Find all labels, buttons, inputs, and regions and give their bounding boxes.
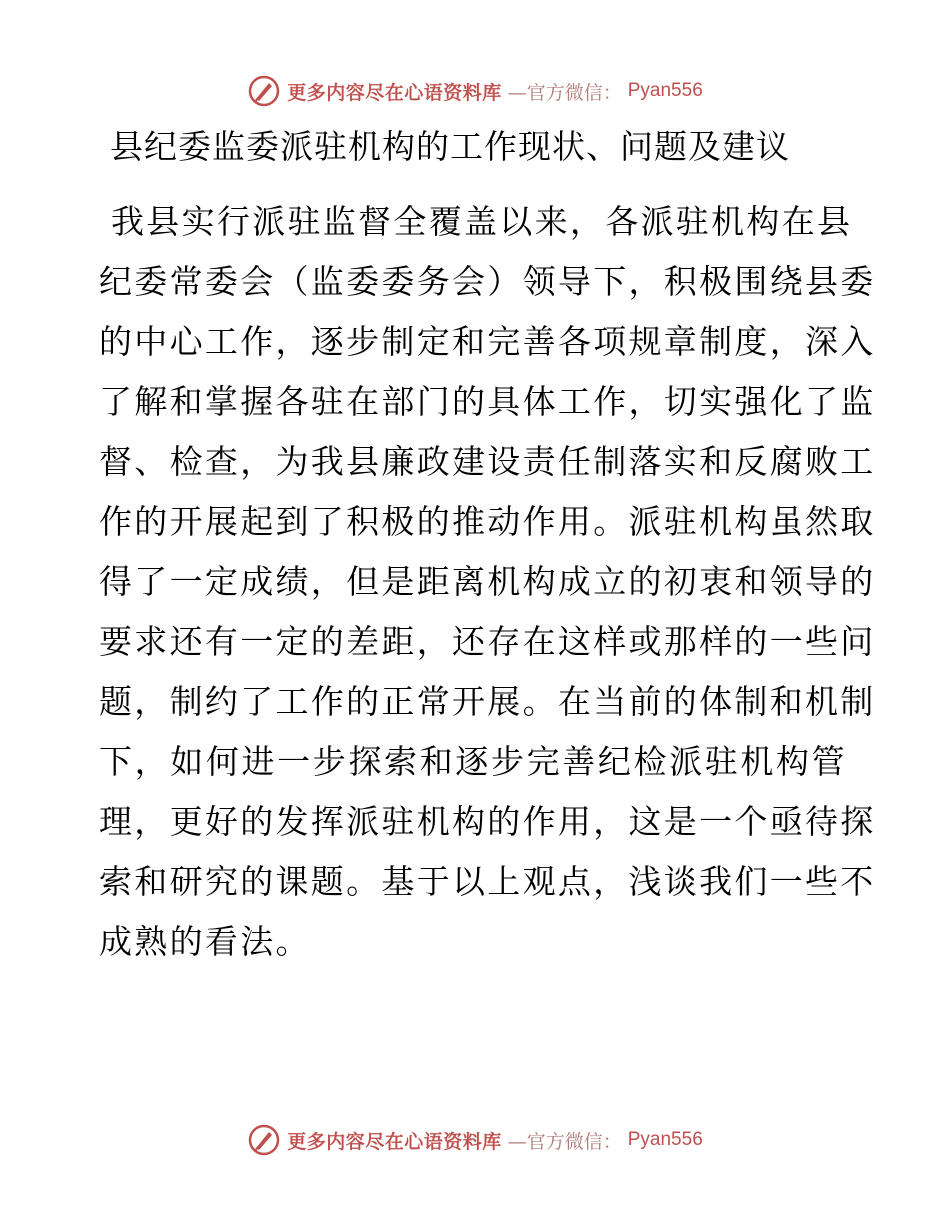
paragraph-line: 索和研究的课题。基于以上观点，浅谈我们一些不 bbox=[99, 862, 876, 901]
watermark-id-text: Pyan556 bbox=[627, 80, 703, 101]
paragraph-line: 的中心工作，逐步制定和完善各项规章制度，深入 bbox=[99, 322, 876, 361]
paragraph-line: 理，更好的发挥派驻机构的作用，这是一个亟待探 bbox=[99, 802, 876, 841]
watermark-main-text: 更多内容尽在心语资料库 bbox=[287, 1130, 502, 1153]
watermark-main-text: 更多内容尽在心语资料库 bbox=[287, 81, 502, 104]
footer-watermark bbox=[0, 1120, 950, 1160]
document-paragraph bbox=[99, 192, 876, 972]
document-title: 县纪委监委派驻机构的工作现状、问题及建议 bbox=[110, 127, 790, 166]
paragraph-line: 下，如何进一步探索和逐步完善纪检派驻机构管 bbox=[99, 742, 847, 781]
paragraph-line: 纪委常委会（监委委务会）领导下，积极围绕县委 bbox=[99, 262, 876, 301]
paragraph-line: 督、检查，为我县廉政建设责任制落实和反腐败工 bbox=[99, 442, 876, 481]
paragraph-line: 成熟的看法。 bbox=[99, 922, 311, 961]
watermark-id-text: Pyan556 bbox=[627, 1129, 703, 1150]
paragraph-line: 作的开展起到了积极的推动作用。派驻机构虽然取 bbox=[99, 502, 876, 541]
watermark-separator-text: —官方微信： bbox=[507, 1130, 622, 1153]
header-watermark bbox=[0, 71, 950, 111]
paragraph-line: 了解和掌握各驻在部门的具体工作，切实强化了监 bbox=[99, 382, 876, 421]
watermark-separator-text: —官方微信： bbox=[507, 81, 622, 104]
paragraph-line: 得了一定成绩，但是距离机构成立的初衷和领导的 bbox=[99, 562, 876, 601]
paragraph-line: 我县实行派驻监督全覆盖以来，各派驻机构在县 bbox=[111, 202, 853, 241]
quill-logo-icon bbox=[247, 1123, 281, 1157]
quill-logo-icon bbox=[247, 74, 281, 108]
paragraph-line: 要求还有一定的差距，还存在这样或那样的一些问 bbox=[99, 622, 876, 661]
paragraph-line: 题，制约了工作的正常开展。在当前的体制和机制 bbox=[99, 682, 876, 721]
